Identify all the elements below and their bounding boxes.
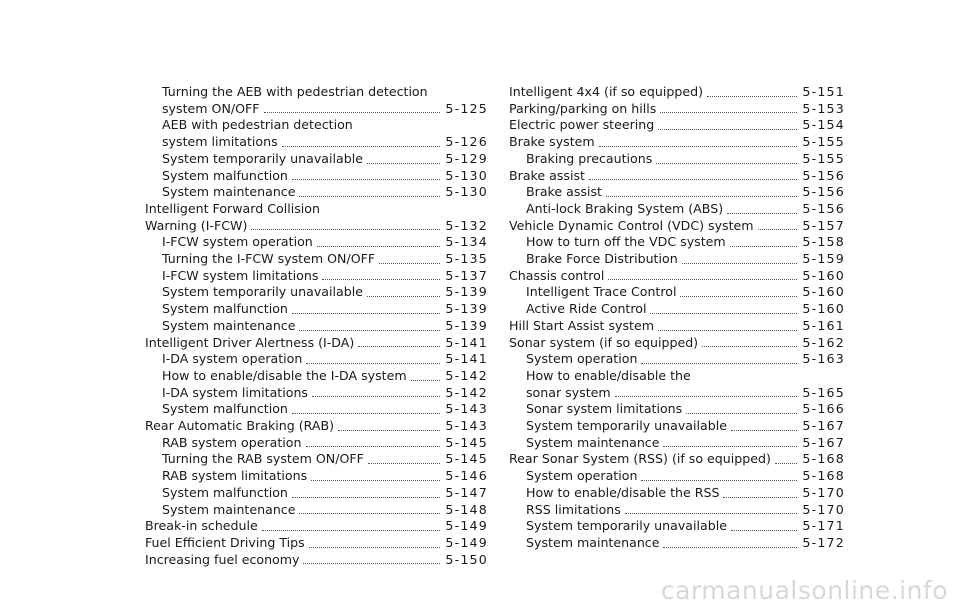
toc-page-number: 5-146 bbox=[445, 468, 488, 484]
toc-entry[interactable] bbox=[145, 485, 488, 502]
toc-entry[interactable] bbox=[145, 451, 488, 468]
toc-entry[interactable] bbox=[145, 418, 488, 435]
dot-leader bbox=[292, 313, 440, 314]
toc-entry-label-line: Intelligent Forward Collision bbox=[145, 200, 320, 216]
dot-leader bbox=[299, 513, 440, 514]
toc-entry-label: System operation bbox=[526, 351, 638, 367]
toc-entry-label: System maintenance bbox=[162, 501, 296, 517]
dot-leader bbox=[658, 129, 797, 130]
toc-entry[interactable] bbox=[145, 268, 488, 285]
dot-leader bbox=[641, 480, 797, 481]
dot-leader bbox=[641, 363, 797, 364]
toc-entry[interactable] bbox=[509, 284, 845, 301]
toc-entry-label-line: How to enable/disable the bbox=[526, 367, 691, 383]
toc-page-number: 5-156 bbox=[802, 184, 845, 200]
toc-page-number: 5-142 bbox=[445, 367, 488, 383]
toc-entry[interactable] bbox=[145, 134, 488, 151]
toc-entry[interactable] bbox=[145, 101, 488, 118]
toc-entry[interactable] bbox=[145, 552, 488, 569]
toc-entry-label: Chassis control bbox=[509, 267, 605, 283]
toc-entry[interactable] bbox=[509, 84, 845, 101]
dot-leader bbox=[282, 146, 441, 147]
toc-page-number: 5-139 bbox=[445, 301, 488, 317]
dot-leader bbox=[589, 179, 797, 180]
toc-entry[interactable] bbox=[509, 318, 845, 335]
dot-leader bbox=[680, 296, 797, 297]
toc-page-number: 5-160 bbox=[802, 284, 845, 300]
toc-entry[interactable] bbox=[145, 301, 488, 318]
toc-entry-label: Increasing fuel economy bbox=[145, 551, 300, 567]
dot-leader bbox=[367, 296, 440, 297]
dot-leader bbox=[322, 279, 440, 280]
toc-entry[interactable] bbox=[145, 318, 488, 335]
dot-leader bbox=[262, 530, 441, 531]
toc-entry[interactable] bbox=[509, 134, 845, 151]
toc-entry[interactable] bbox=[145, 284, 488, 301]
toc-page-number: 5-145 bbox=[445, 451, 488, 467]
toc-entry[interactable] bbox=[509, 385, 845, 402]
dot-leader bbox=[702, 346, 797, 347]
toc-entry-label: Active Ride Control bbox=[526, 301, 647, 317]
toc-page-number: 5-167 bbox=[802, 418, 845, 434]
toc-page-number: 5-172 bbox=[802, 534, 845, 550]
toc-entry-label: Sonar system (if so equipped) bbox=[509, 334, 699, 350]
toc-page-number: 5-141 bbox=[445, 351, 488, 367]
dot-leader bbox=[758, 229, 798, 230]
toc-page-number: 5-161 bbox=[802, 317, 845, 333]
toc-entry[interactable] bbox=[509, 117, 845, 134]
toc-page-number: 5-151 bbox=[802, 84, 845, 99]
toc-page-number: 5-149 bbox=[445, 534, 488, 550]
toc-entry-label: System malfunction bbox=[162, 484, 288, 500]
toc-page-number: 5-168 bbox=[802, 468, 845, 484]
toc-page-number: 5-170 bbox=[802, 501, 845, 517]
dot-leader bbox=[251, 229, 440, 230]
toc-entry-label: I-DA system limitations bbox=[162, 384, 308, 400]
toc-page-number: 5-137 bbox=[445, 267, 488, 283]
toc-entry-label: System temporarily unavailable bbox=[162, 284, 363, 300]
toc-page-number: 5-129 bbox=[445, 150, 488, 166]
dot-leader bbox=[625, 513, 798, 514]
toc-entry-label: How to enable/disable the RSS bbox=[526, 484, 720, 500]
toc-entry[interactable] bbox=[509, 351, 845, 368]
dot-leader bbox=[775, 463, 797, 464]
dot-leader bbox=[658, 330, 797, 331]
toc-entry-label: Braking precautions bbox=[526, 150, 653, 166]
dot-leader bbox=[306, 446, 441, 447]
toc-entry-label: system limitations bbox=[162, 134, 278, 150]
toc-entry[interactable] bbox=[145, 535, 488, 552]
toc-entry-label: sonar system bbox=[526, 384, 611, 400]
toc-page-number: 5-141 bbox=[445, 334, 488, 350]
toc-entry[interactable] bbox=[145, 234, 488, 251]
toc-entry-label: I-FCW system limitations bbox=[162, 267, 319, 283]
toc-entry-label: Fuel Efficient Driving Tips bbox=[145, 534, 305, 550]
toc-entry[interactable] bbox=[145, 401, 488, 418]
toc-page-number: 5-139 bbox=[445, 284, 488, 300]
dot-leader bbox=[727, 213, 797, 214]
dot-leader bbox=[367, 163, 440, 164]
toc-entry-label: system ON/OFF bbox=[162, 100, 260, 116]
toc-left-column bbox=[145, 84, 488, 568]
toc-entry[interactable] bbox=[145, 518, 488, 535]
toc-page-number: 5-156 bbox=[802, 167, 845, 183]
dot-leader bbox=[338, 430, 440, 431]
dot-leader bbox=[731, 530, 797, 531]
dot-leader bbox=[656, 163, 797, 164]
toc-entry-label: System malfunction bbox=[162, 401, 288, 417]
toc-entry[interactable] bbox=[145, 368, 488, 385]
toc-entry-label: System temporarily unavailable bbox=[162, 150, 363, 166]
toc-entry-label: System maintenance bbox=[162, 184, 296, 200]
dot-leader bbox=[650, 313, 797, 314]
toc-page-number: 5-166 bbox=[802, 401, 845, 417]
toc-entry-label: System malfunction bbox=[162, 167, 288, 183]
dot-leader bbox=[730, 246, 798, 247]
toc-page-number: 5-134 bbox=[445, 234, 488, 250]
toc-entry-label: Intelligent Trace Control bbox=[526, 284, 677, 300]
toc-page-number: 5-157 bbox=[802, 217, 845, 233]
toc-entry[interactable] bbox=[509, 218, 845, 235]
toc-entry-label: Break-in schedule bbox=[145, 518, 258, 534]
toc-page-number: 5-125 bbox=[445, 100, 488, 116]
toc-entry-label: Rear Automatic Braking (RAB) bbox=[145, 418, 335, 434]
toc-entry[interactable] bbox=[145, 468, 488, 485]
toc-page-number: 5-155 bbox=[802, 134, 845, 150]
dot-leader bbox=[615, 396, 798, 397]
dot-leader bbox=[608, 279, 797, 280]
toc-page-number: 5-163 bbox=[802, 351, 845, 367]
toc-entry[interactable] bbox=[509, 234, 845, 251]
toc-page-number: 5-165 bbox=[802, 384, 845, 400]
toc-page-number: 5-132 bbox=[445, 217, 488, 233]
toc-page-number: 5-170 bbox=[802, 484, 845, 500]
toc-entry-label: System temporarily unavailable bbox=[526, 418, 727, 434]
toc-entry[interactable] bbox=[509, 401, 845, 418]
toc-entry-label: Intelligent Driver Alertness (I-DA) bbox=[145, 334, 355, 350]
toc-entry-label: Brake assist bbox=[509, 167, 585, 183]
toc-page-number: 5-162 bbox=[802, 334, 845, 350]
toc-entry-label: Hill Start Assist system bbox=[509, 317, 655, 333]
dot-leader bbox=[686, 413, 797, 414]
toc-page-number: 5-142 bbox=[445, 384, 488, 400]
toc-page-number: 5-154 bbox=[802, 117, 845, 133]
toc-right-column bbox=[509, 84, 845, 552]
toc-entry-label: Intelligent 4x4 (if so equipped) bbox=[509, 84, 704, 99]
toc-entry-label: System operation bbox=[526, 468, 638, 484]
toc-entry[interactable] bbox=[509, 301, 845, 318]
toc-entry[interactable] bbox=[145, 385, 488, 402]
toc-entry-label: I-FCW system operation bbox=[162, 234, 313, 250]
dot-leader bbox=[606, 196, 797, 197]
toc-page-number: 5-155 bbox=[802, 150, 845, 166]
dot-leader bbox=[312, 396, 440, 397]
dot-leader bbox=[292, 179, 440, 180]
toc-entry-label: Turning the I-FCW system ON/OFF bbox=[162, 251, 376, 267]
toc-page-number: 5-171 bbox=[802, 518, 845, 534]
dot-leader bbox=[379, 263, 440, 264]
toc-entry-label: Brake Force Distribution bbox=[526, 251, 678, 267]
dot-leader bbox=[306, 363, 440, 364]
toc-entry[interactable] bbox=[509, 268, 845, 285]
toc-page-number: 5-126 bbox=[445, 134, 488, 150]
toc-page-number: 5-143 bbox=[445, 401, 488, 417]
toc-entry-label: RAB system limitations bbox=[162, 468, 308, 484]
toc-page-number: 5-148 bbox=[445, 501, 488, 517]
toc-entry-label: How to turn off the VDC system bbox=[526, 234, 726, 250]
toc-entry-label: Parking/parking on hills bbox=[509, 100, 657, 116]
dot-leader bbox=[663, 547, 797, 548]
toc-entry-label: I-DA system operation bbox=[162, 351, 303, 367]
dot-leader bbox=[707, 96, 797, 97]
toc-entry[interactable] bbox=[509, 468, 845, 485]
toc-entry[interactable] bbox=[509, 535, 845, 552]
toc-entry-label: Anti-lock Braking System (ABS) bbox=[526, 200, 724, 216]
toc-entry-label: Vehicle Dynamic Control (VDC) system bbox=[509, 217, 754, 233]
toc-page-number: 5-156 bbox=[802, 200, 845, 216]
toc-page-number: 5-139 bbox=[445, 317, 488, 333]
toc-entry-label: RAB system operation bbox=[162, 434, 302, 450]
dot-leader bbox=[311, 480, 440, 481]
dot-leader bbox=[660, 112, 797, 113]
dot-leader bbox=[731, 430, 797, 431]
toc-entry[interactable] bbox=[145, 151, 488, 168]
dot-leader bbox=[264, 112, 441, 113]
dot-leader bbox=[309, 547, 441, 548]
toc-page-number: 5-135 bbox=[445, 251, 488, 267]
toc-entry[interactable] bbox=[145, 435, 488, 452]
dot-leader bbox=[358, 346, 440, 347]
toc-entry[interactable] bbox=[509, 151, 845, 168]
toc-entry[interactable] bbox=[145, 502, 488, 519]
toc-entry[interactable] bbox=[509, 435, 845, 452]
toc-entry-label: RSS limitations bbox=[526, 501, 621, 517]
toc-entry-label: System maintenance bbox=[526, 434, 660, 450]
toc-entry-label: Warning (I-FCW) bbox=[145, 217, 248, 233]
toc-page-number: 5-145 bbox=[445, 434, 488, 450]
toc-entry-label: Brake assist bbox=[526, 184, 602, 200]
dot-leader bbox=[682, 263, 798, 264]
toc-page-number: 5-153 bbox=[802, 100, 845, 116]
toc-entry[interactable] bbox=[509, 451, 845, 468]
toc-entry-label: Turning the RAB system ON/OFF bbox=[162, 451, 364, 467]
dot-leader bbox=[663, 446, 797, 447]
dot-leader bbox=[292, 413, 440, 414]
toc-page-number: 5-167 bbox=[802, 434, 845, 450]
dot-leader bbox=[299, 196, 440, 197]
toc-entry-label: System maintenance bbox=[162, 317, 296, 333]
toc-page-number: 5-159 bbox=[802, 251, 845, 267]
dot-leader bbox=[411, 380, 441, 381]
dot-leader bbox=[368, 463, 441, 464]
toc-entry[interactable] bbox=[509, 518, 845, 535]
toc-page-number: 5-150 bbox=[445, 551, 488, 567]
toc-entry-label: How to enable/disable the I-DA system bbox=[162, 367, 407, 383]
toc-entry[interactable] bbox=[509, 251, 845, 268]
toc-entry[interactable] bbox=[509, 418, 845, 435]
toc-page-number: 5-147 bbox=[445, 484, 488, 500]
toc-entry[interactable] bbox=[145, 335, 488, 352]
toc-page-number: 5-149 bbox=[445, 518, 488, 534]
toc-entry[interactable] bbox=[509, 168, 845, 185]
toc-page-number: 5-130 bbox=[445, 167, 488, 183]
toc-entry-label: Brake system bbox=[509, 134, 595, 150]
toc-page-number: 5-130 bbox=[445, 184, 488, 200]
toc-entry-label-line: AEB with pedestrian detection bbox=[162, 117, 353, 133]
toc-entry-label: System temporarily unavailable bbox=[526, 518, 727, 534]
toc-entry[interactable] bbox=[509, 485, 845, 502]
toc-page-number: 5-160 bbox=[802, 267, 845, 283]
toc-entry[interactable] bbox=[509, 335, 845, 352]
toc-entry-label: Rear Sonar System (RSS) (if so equipped) bbox=[509, 451, 771, 467]
toc-entry[interactable] bbox=[509, 201, 845, 218]
toc-entry[interactable] bbox=[145, 168, 488, 185]
toc-entry[interactable] bbox=[509, 184, 845, 201]
toc-page-number: 5-158 bbox=[802, 234, 845, 250]
toc-page-number: 5-143 bbox=[445, 418, 488, 434]
toc-entry-label: Sonar system limitations bbox=[526, 401, 683, 417]
toc-page-number: 5-160 bbox=[802, 301, 845, 317]
toc-entry[interactable] bbox=[145, 218, 488, 235]
toc-entry[interactable] bbox=[509, 502, 845, 519]
dot-leader bbox=[299, 330, 440, 331]
toc-entry-label: Electric power steering bbox=[509, 117, 655, 133]
toc-entry[interactable] bbox=[509, 101, 845, 118]
dot-leader bbox=[303, 563, 440, 564]
dot-leader bbox=[599, 146, 798, 147]
toc-entry[interactable] bbox=[145, 351, 488, 368]
dot-leader bbox=[317, 246, 441, 247]
toc-entry-label: System malfunction bbox=[162, 301, 288, 317]
toc-entry[interactable] bbox=[145, 251, 488, 268]
toc-entry-label: System maintenance bbox=[526, 534, 660, 550]
dot-leader bbox=[723, 497, 797, 498]
watermark: carmanualsonline.info bbox=[660, 576, 948, 605]
toc-entry[interactable] bbox=[145, 184, 488, 201]
toc-page-number: 5-168 bbox=[802, 451, 845, 467]
dot-leader bbox=[292, 497, 440, 498]
toc-entry-label-line: Turning the AEB with pedestrian detection bbox=[162, 84, 428, 99]
